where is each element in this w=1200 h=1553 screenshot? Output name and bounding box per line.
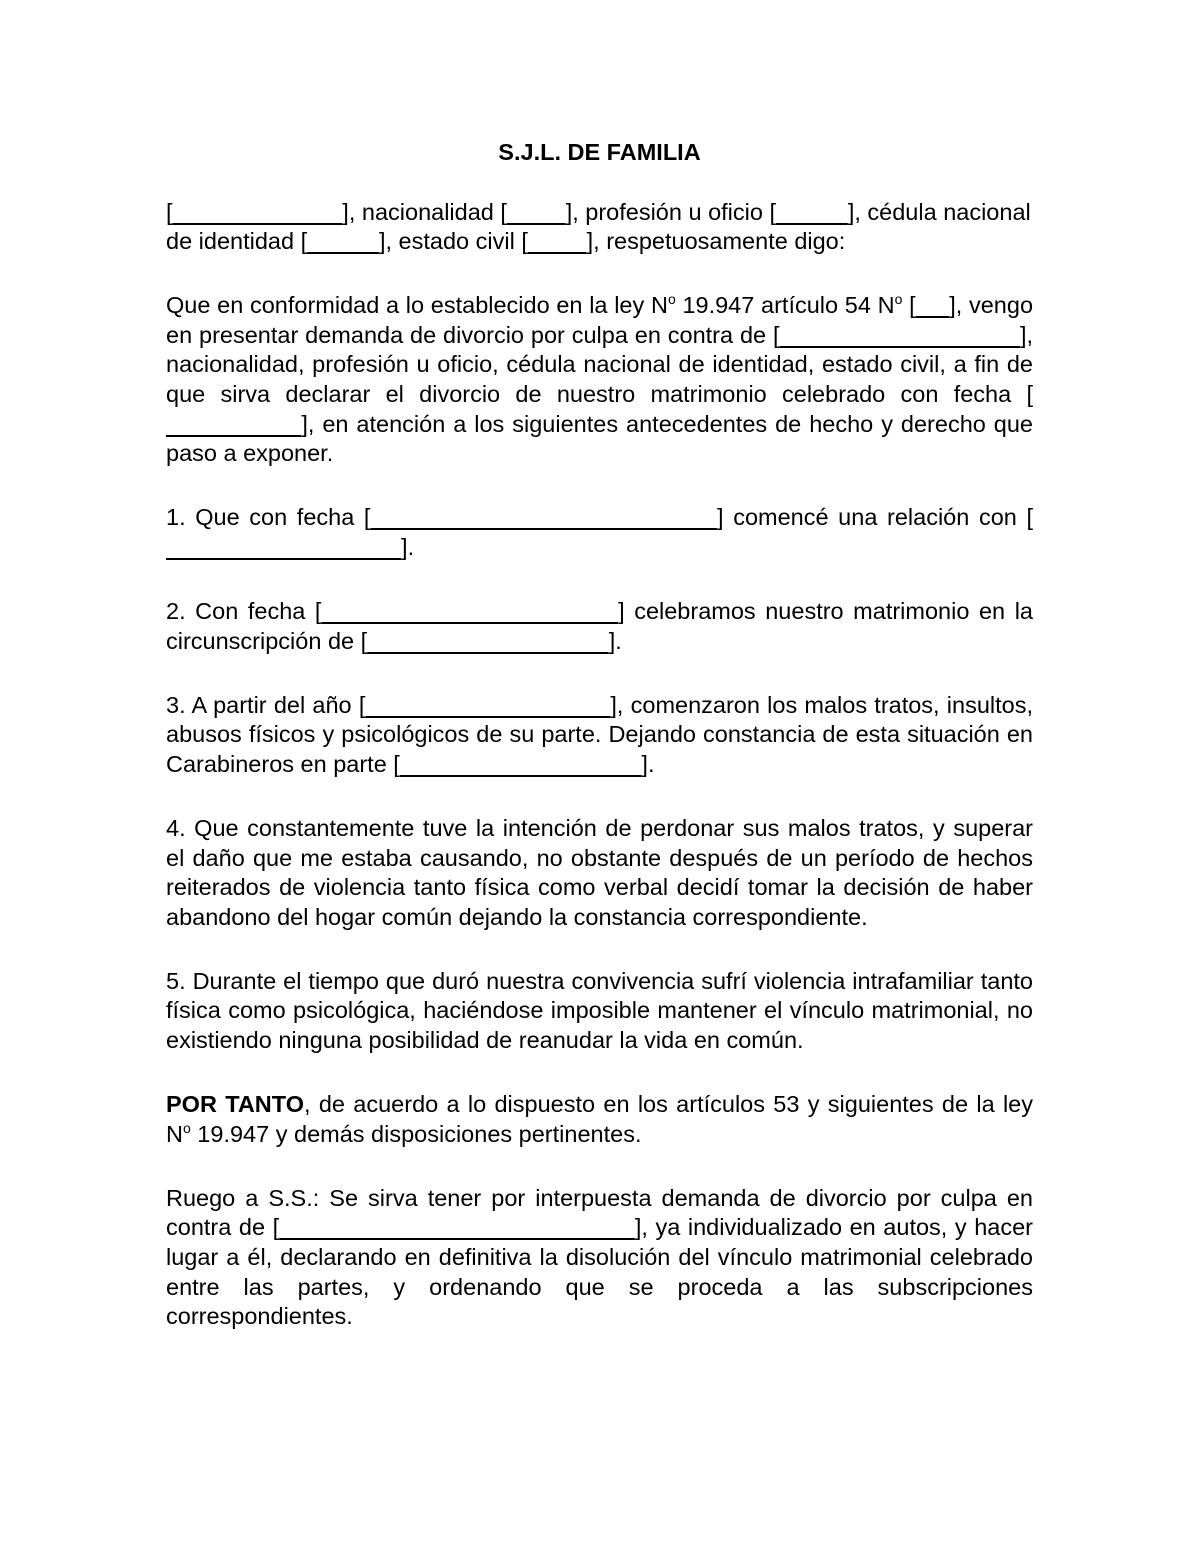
intro-paragraph: [ ], nacionalidad [ ], profesión u oficio [ ], cédula nacional de identidad [ ], estado civil [ ], respetuosamente digo: [166, 198, 1031, 255]
item-2: 2. Con fecha [ ] celebramos nuestro matrimonio en la circunscripción de [ ]. [166, 598, 1033, 654]
document-page [166, 138, 1033, 1366]
blank-field [173, 199, 343, 225]
blank-field [776, 199, 848, 225]
blank-field [321, 598, 618, 624]
blank-field [307, 228, 379, 254]
blank-field [365, 692, 610, 718]
blank-field [166, 534, 401, 560]
item-3: 3. A partir del año [ ], comenzaron los malos tratos, insultos, abusos físicos y psicológicos de su parte. Dejando constancia de esta situación en Carabineros en parte [ ]. [166, 691, 1034, 777]
blank-field [367, 628, 609, 654]
blank-field [528, 228, 587, 254]
blank-field [507, 199, 566, 225]
blank-field [780, 322, 1020, 348]
item-5: 5. Durante el tiempo que duró nuestra convivencia sufrí violencia intrafamiliar tanto física como psicológica, haciéndose imposible mantener el vínculo matrimonial, no existiendo ninguna posibilidad de reanudar la vida en común. [166, 967, 1033, 1054]
document-title: S.J.L. DE FAMILIA [498, 139, 701, 165]
blank-field [166, 411, 301, 437]
blank-field [916, 292, 950, 318]
item-1: 1. Que con fecha [ ] comencé una relación con [ ]. [166, 504, 1033, 560]
blank-field [370, 504, 717, 530]
item-4: 4. Que constantemente tuve la intención de perdonar sus malos tratos, y superar el daño que me estaba causando, no obstante después de un período de hechos reiterados de violencia tanto física como verbal decidí tomar la decisión de haber abandono del hogar común dejando la constancia correspondiente. [166, 815, 1033, 930]
paragraph-conformidad: Que en conformidad a lo establecido en la ley $N^o$ 19.947 artículo 54 $N^o$ [ ], vengo en presentar demanda de divorcio por culpa en contra de [ ], nacionalidad, profesión u oficio, cédula nacional de identidad, estado civil, a fin de que sirva declarar el divorcio de nuestro matrimonio celebrado con fecha [ ], en atención a los siguientes antecedentes de hecho y derecho que paso a exponer. [166, 291, 1034, 467]
ruego-paragraph: Ruego a S.S.: Se sirva tener por interpuesta demanda de divorcio por culpa en contra de [ ], ya individualizado en autos, y hacer lugar a él, declarando en definitiva la disolución del vínculo matrimonial celebrado entre las partes, y ordenando que se proceda a las subscripciones correspondientes. [166, 1184, 1034, 1330]
blank-field [279, 1214, 635, 1240]
por-tanto-paragraph: POR TANTO, de acuerdo a lo dispuesto en los artículos 53 y siguientes de la ley $N^o$ 19.947 y demás disposiciones pertinentes. [166, 1091, 1033, 1147]
blank-field [400, 751, 642, 777]
